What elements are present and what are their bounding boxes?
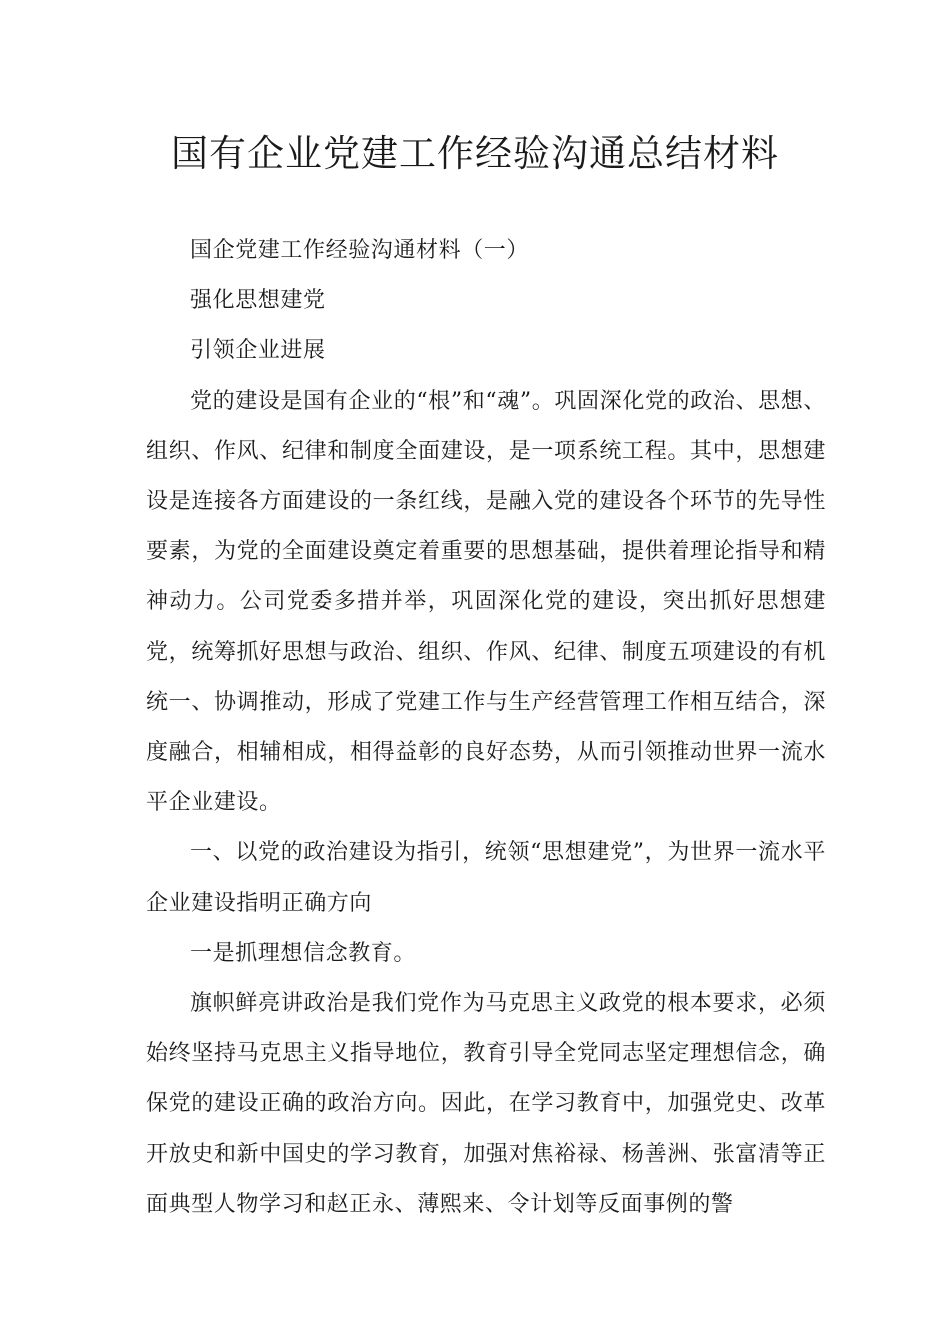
document-body xyxy=(146,226,826,1230)
section-heading-paragraph: 一、以党的政治建设为指引，统领“思想建党”，为世界一流水平企业建设指明正确方向 xyxy=(146,840,826,916)
body-paragraph: 党的建设是国有企业的“根”和“魂”。巩固深化党的政治、思想、组织、作风、纪律和制度全面建设，是一项系统工程。其中，思想建设是连接各方面建设的一条红线，是融入党的建设各个环节的先导性要素，为党的全面建设奠定着重要的思想基础，提供着理论指导和精神动力。公司党委多措并举，巩固深化党的建设，突出抓好思想建党，统筹抓好思想与政治、组织、作风、纪律、制度五项建设的有机统一、协调推动，形成了党建工作与生产经营管理工作相互结合，深度融合，相辅相成，相得益彰的良好态势，从而引领推动世界一流水平企业建设。 xyxy=(146,388,826,816)
heading-paragraph: 强化思想建党 xyxy=(190,288,326,314)
subtitle-paragraph: 国企党建工作经验沟通材料（一） xyxy=(190,238,530,263)
heading-paragraph: 引领企业进展 xyxy=(190,338,326,364)
subsection-heading-paragraph: 一是抓理想信念教育。 xyxy=(190,940,417,966)
body-paragraph: 旗帜鲜亮讲政治是我们党作为马克思主义政党的根本要求，必须始终坚持马克思主义指导地位，教育引导全党同志坚定理想信念，确保党的建设正确的政治方向。因此，在学习教育中，加强党史、改革开放史和新中国史的学习教育，加强对焦裕禄、杨善洲、张富清等正面典型人物学习和赵正永、薄熙来、令计划等反面事例的警 xyxy=(146,991,826,1217)
document-title: 国有企业党建工作经验沟通总结材料 xyxy=(171,132,779,175)
